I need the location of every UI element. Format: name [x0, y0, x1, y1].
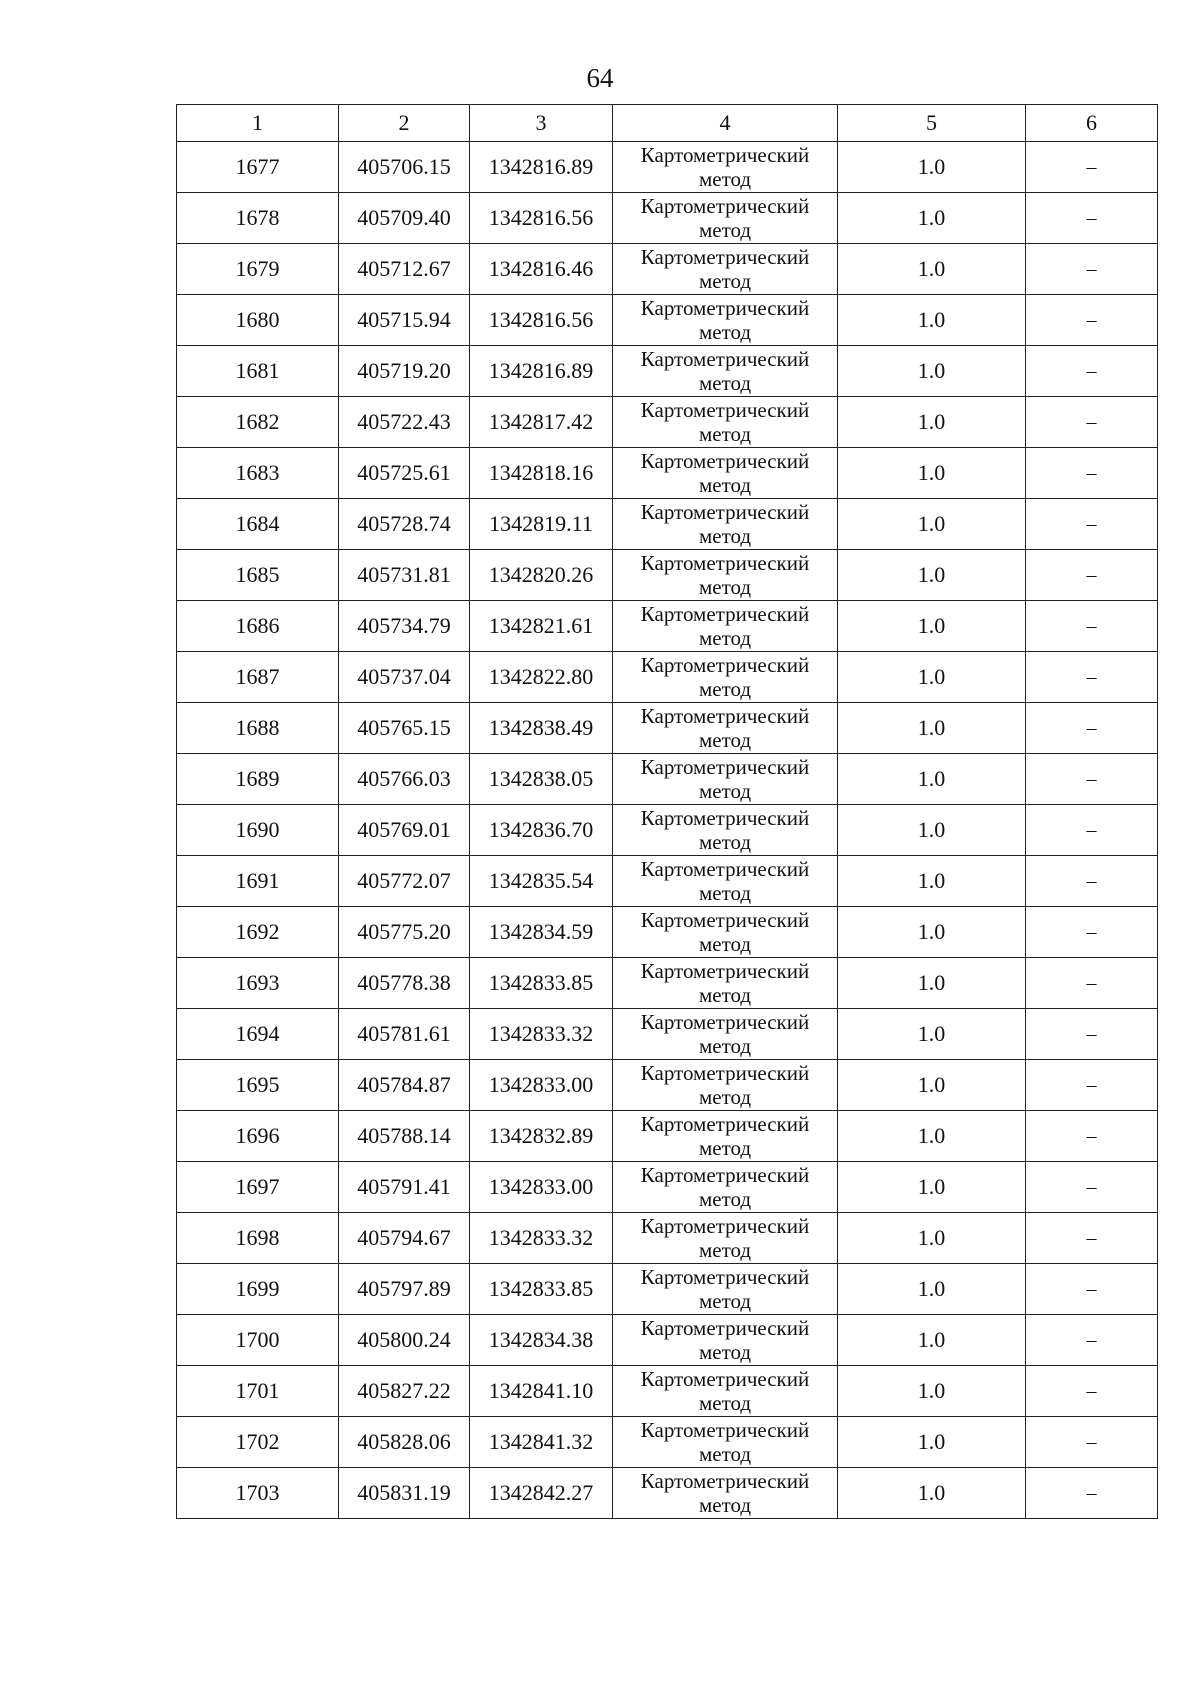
method-line-1: Картометрический	[640, 806, 810, 830]
table-row	[177, 1162, 1158, 1213]
note-cell: –	[1026, 346, 1158, 397]
method-cell	[613, 1162, 838, 1213]
method-line-2: метод	[698, 1187, 752, 1211]
page-number: 64	[586, 63, 614, 93]
table-row	[177, 1213, 1158, 1264]
method-line-2: метод	[698, 524, 752, 548]
method-cell	[613, 1060, 838, 1111]
table-row	[177, 499, 1158, 550]
x-coordinate-cell: 405775.20	[339, 907, 470, 958]
x-coordinate-cell: 405831.19	[339, 1468, 470, 1519]
note-cell: –	[1026, 1315, 1158, 1366]
accuracy-cell: 1.0	[838, 652, 1026, 703]
accuracy-cell: 1.0	[838, 193, 1026, 244]
x-coordinate-cell: 405772.07	[339, 856, 470, 907]
table-row	[177, 754, 1158, 805]
accuracy-cell: 1.0	[838, 1162, 1026, 1213]
x-coordinate-cell: 405734.79	[339, 601, 470, 652]
method-line-1: Картометрический	[640, 704, 810, 728]
method-line-2: метод	[698, 881, 752, 905]
method-line-1: Картометрический	[640, 908, 810, 932]
note-cell: –	[1026, 244, 1158, 295]
table-row	[177, 346, 1158, 397]
x-coordinate-cell: 405737.04	[339, 652, 470, 703]
header-row	[177, 105, 1158, 142]
note-cell: –	[1026, 193, 1158, 244]
method-cell	[613, 1213, 838, 1264]
method-cell	[613, 907, 838, 958]
method-line-2: метод	[698, 1136, 752, 1160]
table-row	[177, 1264, 1158, 1315]
accuracy-cell: 1.0	[838, 499, 1026, 550]
point-number-cell: 1690	[177, 805, 339, 856]
table-row	[177, 295, 1158, 346]
method-line-1: Картометрический	[640, 1163, 810, 1187]
note-cell: –	[1026, 754, 1158, 805]
method-line-1: Картометрический	[640, 1061, 810, 1085]
method-line-2: метод	[698, 320, 752, 344]
method-cell	[613, 397, 838, 448]
note-cell: –	[1026, 703, 1158, 754]
point-number-cell: 1677	[177, 142, 339, 193]
accuracy-cell: 1.0	[838, 1417, 1026, 1468]
point-number-cell: 1699	[177, 1264, 339, 1315]
point-number-cell: 1697	[177, 1162, 339, 1213]
method-line-2: метод	[698, 371, 752, 395]
accuracy-cell: 1.0	[838, 1315, 1026, 1366]
method-line-1: Картометрический	[640, 1214, 810, 1238]
y-coordinate-cell: 1342836.70	[470, 805, 613, 856]
table-row	[177, 1315, 1158, 1366]
method-line-2: метод	[698, 167, 752, 191]
table-row	[177, 244, 1158, 295]
method-cell	[613, 703, 838, 754]
note-cell: –	[1026, 1366, 1158, 1417]
point-number-cell: 1680	[177, 295, 339, 346]
accuracy-cell: 1.0	[838, 754, 1026, 805]
note-cell: –	[1026, 295, 1158, 346]
table-row	[177, 652, 1158, 703]
y-coordinate-cell: 1342816.46	[470, 244, 613, 295]
method-cell	[613, 856, 838, 907]
x-coordinate-cell: 405794.67	[339, 1213, 470, 1264]
column-header-1: 1	[177, 105, 339, 142]
method-cell	[613, 1009, 838, 1060]
x-coordinate-cell: 405788.14	[339, 1111, 470, 1162]
method-line-1: Картометрический	[640, 959, 810, 983]
note-cell: –	[1026, 1111, 1158, 1162]
x-coordinate-cell: 405712.67	[339, 244, 470, 295]
y-coordinate-cell: 1342832.89	[470, 1111, 613, 1162]
method-line-1: Картометрический	[640, 551, 810, 575]
y-coordinate-cell: 1342838.49	[470, 703, 613, 754]
method-line-2: метод	[698, 677, 752, 701]
y-coordinate-cell: 1342820.26	[470, 550, 613, 601]
x-coordinate-cell: 405722.43	[339, 397, 470, 448]
table-row	[177, 601, 1158, 652]
point-number-cell: 1687	[177, 652, 339, 703]
method-line-1: Картометрический	[640, 755, 810, 779]
point-number-cell: 1696	[177, 1111, 339, 1162]
method-line-1: Картометрический	[640, 449, 810, 473]
y-coordinate-cell: 1342817.42	[470, 397, 613, 448]
accuracy-cell: 1.0	[838, 1111, 1026, 1162]
note-cell: –	[1026, 1213, 1158, 1264]
method-line-1: Картометрический	[640, 1316, 810, 1340]
accuracy-cell: 1.0	[838, 856, 1026, 907]
method-line-2: метод	[698, 1340, 752, 1364]
y-coordinate-cell: 1342833.32	[470, 1009, 613, 1060]
method-cell	[613, 805, 838, 856]
method-line-2: метод	[698, 779, 752, 803]
method-line-2: метод	[698, 575, 752, 599]
method-cell	[613, 295, 838, 346]
method-cell	[613, 754, 838, 805]
method-line-1: Картометрический	[640, 143, 810, 167]
point-number-cell: 1685	[177, 550, 339, 601]
point-number-cell: 1693	[177, 958, 339, 1009]
method-line-2: метод	[698, 1289, 752, 1313]
point-number-cell: 1679	[177, 244, 339, 295]
method-cell	[613, 601, 838, 652]
point-number-cell: 1678	[177, 193, 339, 244]
accuracy-cell: 1.0	[838, 295, 1026, 346]
accuracy-cell: 1.0	[838, 142, 1026, 193]
method-line-1: Картометрический	[640, 857, 810, 881]
method-cell	[613, 1366, 838, 1417]
method-line-1: Картометрический	[640, 1112, 810, 1136]
table-row	[177, 1366, 1158, 1417]
note-cell: –	[1026, 958, 1158, 1009]
x-coordinate-cell: 405797.89	[339, 1264, 470, 1315]
table-row	[177, 1417, 1158, 1468]
x-coordinate-cell: 405828.06	[339, 1417, 470, 1468]
method-cell	[613, 448, 838, 499]
y-coordinate-cell: 1342816.56	[470, 193, 613, 244]
note-cell: –	[1026, 1264, 1158, 1315]
method-line-2: метод	[698, 728, 752, 752]
y-coordinate-cell: 1342842.27	[470, 1468, 613, 1519]
column-header-3: 3	[470, 105, 613, 142]
method-line-1: Картометрический	[640, 398, 810, 422]
method-line-1: Картометрический	[640, 1418, 810, 1442]
method-line-1: Картометрический	[640, 500, 810, 524]
y-coordinate-cell: 1342834.38	[470, 1315, 613, 1366]
x-coordinate-cell: 405766.03	[339, 754, 470, 805]
column-header-2: 2	[339, 105, 470, 142]
accuracy-cell: 1.0	[838, 1009, 1026, 1060]
method-line-2: метод	[698, 830, 752, 854]
column-header-5: 5	[838, 105, 1026, 142]
table-row	[177, 1468, 1158, 1519]
table-row	[177, 142, 1158, 193]
method-line-2: метод	[698, 1442, 752, 1466]
accuracy-cell: 1.0	[838, 703, 1026, 754]
method-line-2: метод	[698, 1085, 752, 1109]
note-cell: –	[1026, 397, 1158, 448]
note-cell: –	[1026, 1162, 1158, 1213]
coordinates-table	[176, 104, 1158, 1519]
method-line-2: метод	[698, 473, 752, 497]
point-number-cell: 1689	[177, 754, 339, 805]
method-cell	[613, 142, 838, 193]
point-number-cell: 1695	[177, 1060, 339, 1111]
accuracy-cell: 1.0	[838, 448, 1026, 499]
point-number-cell: 1694	[177, 1009, 339, 1060]
y-coordinate-cell: 1342833.00	[470, 1162, 613, 1213]
accuracy-cell: 1.0	[838, 550, 1026, 601]
note-cell: –	[1026, 550, 1158, 601]
point-number-cell: 1700	[177, 1315, 339, 1366]
accuracy-cell: 1.0	[838, 601, 1026, 652]
note-cell: –	[1026, 601, 1158, 652]
x-coordinate-cell: 405709.40	[339, 193, 470, 244]
y-coordinate-cell: 1342816.89	[470, 346, 613, 397]
method-line-1: Картометрический	[640, 1265, 810, 1289]
accuracy-cell: 1.0	[838, 244, 1026, 295]
x-coordinate-cell: 405728.74	[339, 499, 470, 550]
point-number-cell: 1688	[177, 703, 339, 754]
point-number-cell: 1684	[177, 499, 339, 550]
method-line-1: Картометрический	[640, 602, 810, 626]
method-line-2: метод	[698, 218, 752, 242]
point-number-cell: 1702	[177, 1417, 339, 1468]
method-line-2: метод	[698, 269, 752, 293]
note-cell: –	[1026, 142, 1158, 193]
accuracy-cell: 1.0	[838, 1213, 1026, 1264]
method-line-2: метод	[698, 1493, 752, 1517]
method-line-2: метод	[698, 932, 752, 956]
note-cell: –	[1026, 907, 1158, 958]
method-cell	[613, 958, 838, 1009]
y-coordinate-cell: 1342833.85	[470, 958, 613, 1009]
accuracy-cell: 1.0	[838, 805, 1026, 856]
y-coordinate-cell: 1342835.54	[470, 856, 613, 907]
method-line-2: метод	[698, 1034, 752, 1058]
method-line-2: метод	[698, 1391, 752, 1415]
method-line-1: Картометрический	[640, 245, 810, 269]
table-row	[177, 550, 1158, 601]
column-header-6: 6	[1026, 105, 1158, 142]
point-number-cell: 1701	[177, 1366, 339, 1417]
y-coordinate-cell: 1342833.32	[470, 1213, 613, 1264]
method-cell	[613, 346, 838, 397]
y-coordinate-cell: 1342834.59	[470, 907, 613, 958]
y-coordinate-cell: 1342833.00	[470, 1060, 613, 1111]
method-cell	[613, 244, 838, 295]
method-cell	[613, 1468, 838, 1519]
note-cell: –	[1026, 1009, 1158, 1060]
point-number-cell: 1681	[177, 346, 339, 397]
method-cell	[613, 1264, 838, 1315]
table-body	[177, 142, 1158, 1519]
method-line-1: Картометрический	[640, 1367, 810, 1391]
method-cell	[613, 652, 838, 703]
y-coordinate-cell: 1342833.85	[470, 1264, 613, 1315]
method-line-2: метод	[698, 1238, 752, 1262]
method-line-1: Картометрический	[640, 296, 810, 320]
y-coordinate-cell: 1342816.56	[470, 295, 613, 346]
y-coordinate-cell: 1342841.32	[470, 1417, 613, 1468]
x-coordinate-cell: 405731.81	[339, 550, 470, 601]
method-line-1: Картометрический	[640, 1469, 810, 1493]
accuracy-cell: 1.0	[838, 1060, 1026, 1111]
table-row	[177, 1060, 1158, 1111]
point-number-cell: 1691	[177, 856, 339, 907]
column-header-4: 4	[613, 105, 838, 142]
x-coordinate-cell: 405765.15	[339, 703, 470, 754]
y-coordinate-cell: 1342822.80	[470, 652, 613, 703]
note-cell: –	[1026, 1060, 1158, 1111]
note-cell: –	[1026, 1468, 1158, 1519]
point-number-cell: 1686	[177, 601, 339, 652]
note-cell: –	[1026, 652, 1158, 703]
table-row	[177, 1111, 1158, 1162]
method-cell	[613, 550, 838, 601]
y-coordinate-cell: 1342838.05	[470, 754, 613, 805]
note-cell: –	[1026, 499, 1158, 550]
method-line-1: Картометрический	[640, 653, 810, 677]
x-coordinate-cell: 405784.87	[339, 1060, 470, 1111]
table-row	[177, 703, 1158, 754]
method-line-1: Картометрический	[640, 347, 810, 371]
x-coordinate-cell: 405781.61	[339, 1009, 470, 1060]
accuracy-cell: 1.0	[838, 907, 1026, 958]
table-row	[177, 448, 1158, 499]
note-cell: –	[1026, 448, 1158, 499]
note-cell: –	[1026, 1417, 1158, 1468]
x-coordinate-cell: 405827.22	[339, 1366, 470, 1417]
point-number-cell: 1682	[177, 397, 339, 448]
point-number-cell: 1698	[177, 1213, 339, 1264]
x-coordinate-cell: 405719.20	[339, 346, 470, 397]
y-coordinate-cell: 1342818.16	[470, 448, 613, 499]
table-row	[177, 958, 1158, 1009]
point-number-cell: 1703	[177, 1468, 339, 1519]
table-row	[177, 1009, 1158, 1060]
method-line-1: Картометрический	[640, 194, 810, 218]
table-row	[177, 907, 1158, 958]
point-number-cell: 1683	[177, 448, 339, 499]
method-cell	[613, 1315, 838, 1366]
method-line-2: метод	[698, 626, 752, 650]
x-coordinate-cell: 405769.01	[339, 805, 470, 856]
accuracy-cell: 1.0	[838, 346, 1026, 397]
x-coordinate-cell: 405800.24	[339, 1315, 470, 1366]
accuracy-cell: 1.0	[838, 1468, 1026, 1519]
x-coordinate-cell: 405715.94	[339, 295, 470, 346]
accuracy-cell: 1.0	[838, 1264, 1026, 1315]
method-line-2: метод	[698, 983, 752, 1007]
x-coordinate-cell: 405778.38	[339, 958, 470, 1009]
y-coordinate-cell: 1342816.89	[470, 142, 613, 193]
method-cell	[613, 193, 838, 244]
table-row	[177, 397, 1158, 448]
x-coordinate-cell: 405791.41	[339, 1162, 470, 1213]
point-number-cell: 1692	[177, 907, 339, 958]
method-line-2: метод	[698, 422, 752, 446]
accuracy-cell: 1.0	[838, 397, 1026, 448]
method-cell	[613, 1417, 838, 1468]
x-coordinate-cell: 405706.15	[339, 142, 470, 193]
table-row	[177, 193, 1158, 244]
table-header	[177, 105, 1158, 142]
table-row	[177, 856, 1158, 907]
accuracy-cell: 1.0	[838, 958, 1026, 1009]
x-coordinate-cell: 405725.61	[339, 448, 470, 499]
table-row	[177, 805, 1158, 856]
method-cell	[613, 1111, 838, 1162]
note-cell: –	[1026, 805, 1158, 856]
method-line-1: Картометрический	[640, 1010, 810, 1034]
method-cell	[613, 499, 838, 550]
y-coordinate-cell: 1342821.61	[470, 601, 613, 652]
accuracy-cell: 1.0	[838, 1366, 1026, 1417]
y-coordinate-cell: 1342841.10	[470, 1366, 613, 1417]
y-coordinate-cell: 1342819.11	[470, 499, 613, 550]
note-cell: –	[1026, 856, 1158, 907]
